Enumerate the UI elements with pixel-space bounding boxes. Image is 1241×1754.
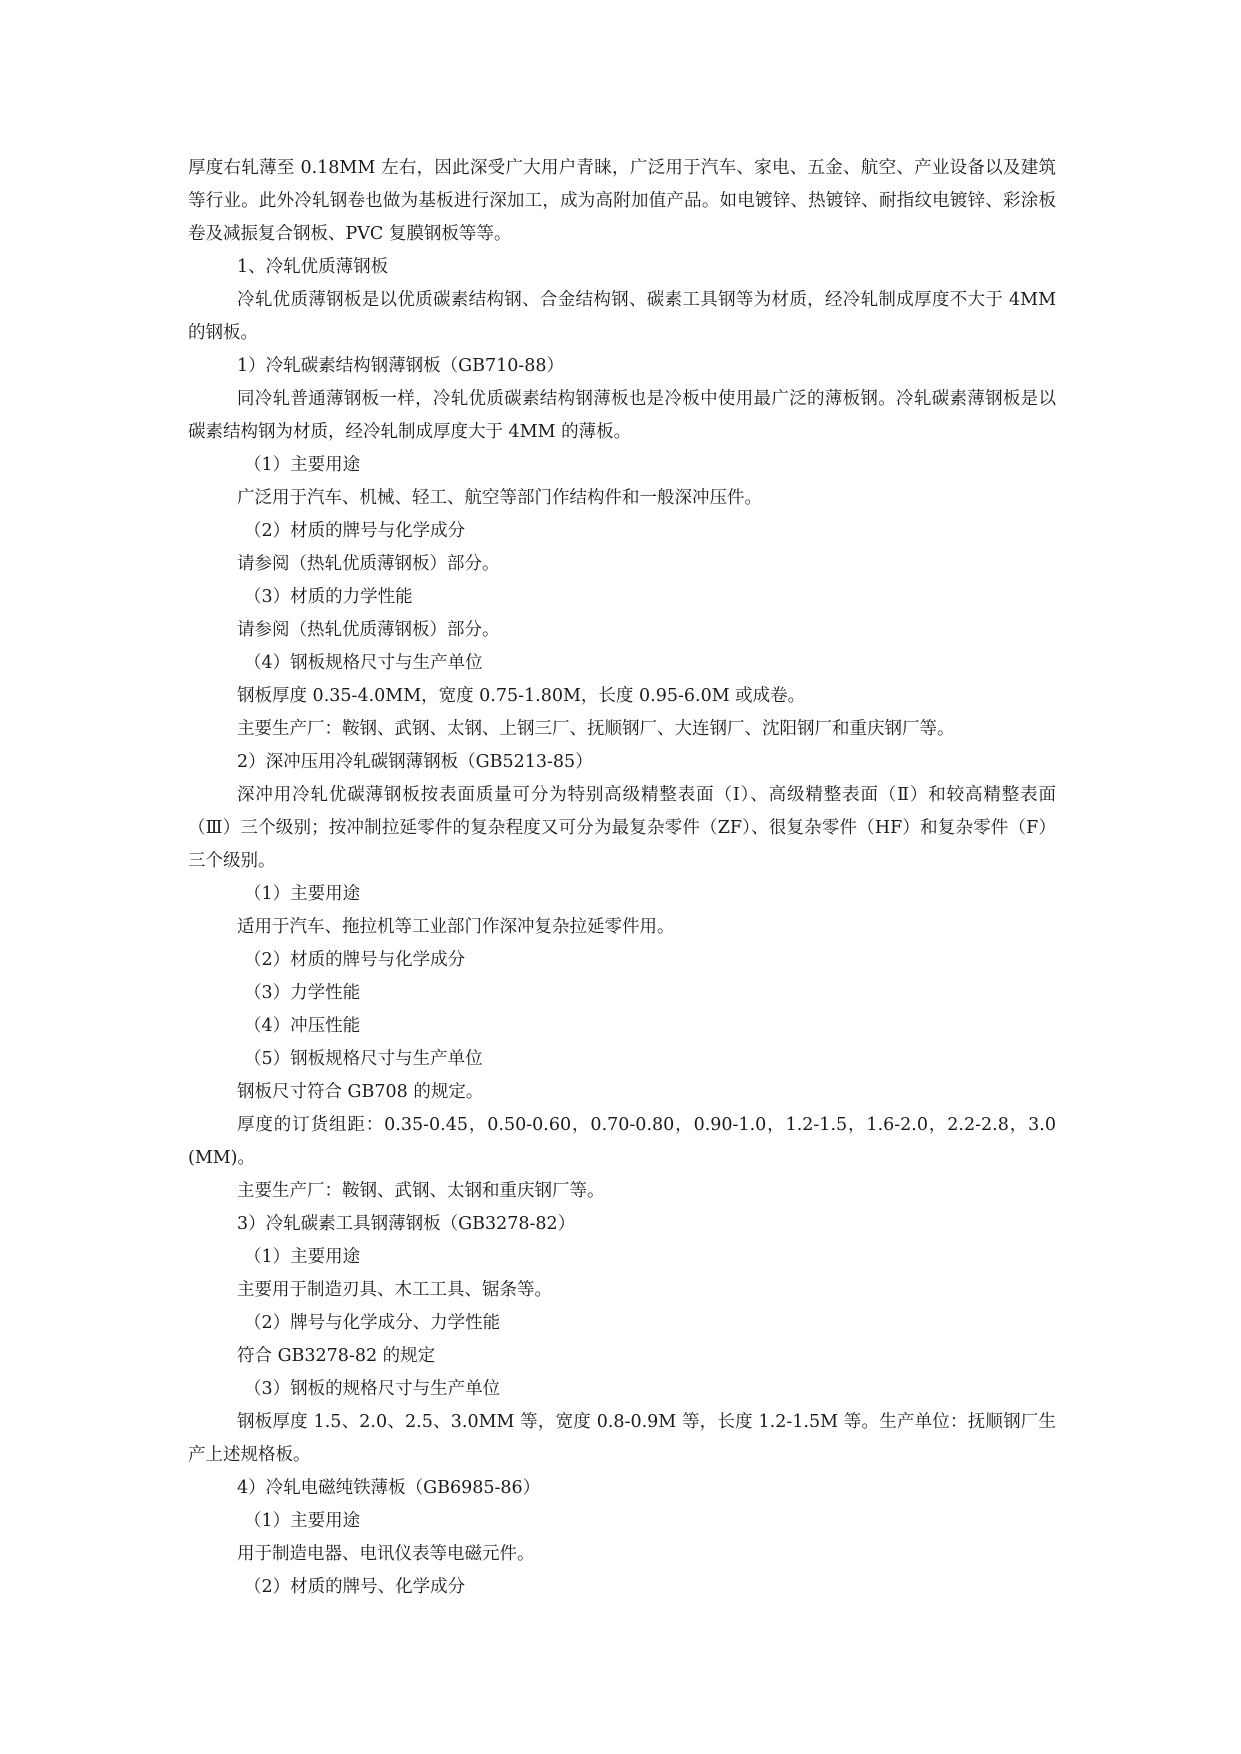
paragraph: 广泛用于汽车、机械、轻工、航空等部门作结构件和一般深冲压件。 [237, 488, 762, 508]
item-heading: （4）冲压性能 [244, 1016, 361, 1036]
item-heading: （1）主要用途 [244, 455, 361, 475]
paragraph: 符合 GB3278-82 的规定 [237, 1346, 436, 1366]
paragraph: 主要生产厂：鞍钢、武钢、太钢、上钢三厂、抚顺钢厂、大连钢厂、沈阳钢厂和重庆钢厂等。 [237, 719, 955, 739]
paragraph: 深冲用冷轧优碳薄钢板按表面质量可分为特别高级精整表面（Ⅰ）、高级精整表面（Ⅱ）和较高精整表面（Ⅲ）三个级别；按冲制拉延零件的复杂程度又可分为最复杂零件（ZF）、很复杂零件（HF）和复杂零件（F）三个级别。 [188, 785, 1056, 871]
item-heading: （2）材质的牌号与化学成分 [244, 521, 466, 541]
item-heading: （5）钢板规格尺寸与生产单位 [244, 1049, 483, 1069]
paragraph: 钢板厚度 0.35-4.0MM，宽度 0.75-1.80M，长度 0.95-6.0M 或成卷。 [237, 686, 806, 706]
subsection-heading: 1）冷轧碳素结构钢薄钢板（GB710-88） [237, 356, 565, 376]
paragraph: 主要用于制造刃具、木工工具、锯条等。 [237, 1280, 552, 1300]
paragraph: 冷轧优质薄钢板是以优质碳素结构钢、合金结构钢、碳素工具钢等为材质，经冷轧制成厚度不大于 4MM 的钢板。 [188, 290, 1056, 343]
item-heading: （1）主要用途 [244, 1247, 361, 1267]
paragraph: 主要生产厂：鞍钢、武钢、太钢和重庆钢厂等。 [237, 1181, 605, 1201]
paragraph: 厚度右轧薄至 0.18MM 左右，因此深受广大用户青睐，广泛用于汽车、家电、五金、航空、产业设备以及建筑等行业。此外冷轧钢卷也做为基板进行深加工，成为高附加值产品。如电镀锌、热镀锌、耐指纹电镀锌、彩涂板卷及减振复合钢板、PVC 复膜钢板等等。 [188, 158, 1056, 244]
item-heading: （2）牌号与化学成分、力学性能 [244, 1313, 501, 1333]
item-heading: （3）材质的力学性能 [244, 587, 413, 607]
item-heading: （1）主要用途 [244, 884, 361, 904]
item-heading: （3）力学性能 [244, 983, 361, 1003]
subsection-heading: 4）冷轧电磁纯铁薄板（GB6985-86） [237, 1478, 541, 1498]
item-heading: （1）主要用途 [244, 1511, 361, 1531]
paragraph: 用于制造电器、电讯仪表等电磁元件。 [237, 1544, 535, 1564]
paragraph: 钢板尺寸符合 GB708 的规定。 [237, 1082, 484, 1102]
subsection-heading: 2）深冲压用冷轧碳钢薄钢板（GB5213-85） [237, 752, 593, 772]
section-heading: 1、冷轧优质薄钢板 [237, 257, 389, 277]
item-heading: （2）材质的牌号与化学成分 [244, 950, 466, 970]
document-page [188, 152, 1056, 1604]
paragraph: 厚度的订货组距：0.35-0.45，0.50-0.60，0.70-0.80，0.90-1.0，1.2-1.5，1.6-2.0，2.2-2.8，3.0(MM)。 [188, 1115, 1056, 1168]
item-heading: （2）材质的牌号、化学成分 [244, 1577, 466, 1597]
paragraph: 请参阅（热轧优质薄钢板）部分。 [237, 554, 500, 574]
item-heading: （4）钢板规格尺寸与生产单位 [244, 653, 483, 673]
item-heading: （3）钢板的规格尺寸与生产单位 [244, 1379, 501, 1399]
paragraph: 钢板厚度 1.5、2.0、2.5、3.0MM 等，宽度 0.8-0.9M 等，长度 1.2-1.5M 等。生产单位：抚顺钢厂生产上述规格板。 [188, 1412, 1056, 1465]
paragraph: 请参阅（热轧优质薄钢板）部分。 [237, 620, 500, 640]
paragraph: 同冷轧普通薄钢板一样，冷轧优质碳素结构钢薄板也是冷板中使用最广泛的薄板钢。冷轧碳素薄钢板是以碳素结构钢为材质，经冷轧制成厚度大于 4MM 的薄板。 [188, 389, 1056, 442]
subsection-heading: 3）冷轧碳素工具钢薄钢板（GB3278-82） [237, 1214, 576, 1234]
paragraph: 适用于汽车、拖拉机等工业部门作深冲复杂拉延零件用。 [237, 917, 675, 937]
